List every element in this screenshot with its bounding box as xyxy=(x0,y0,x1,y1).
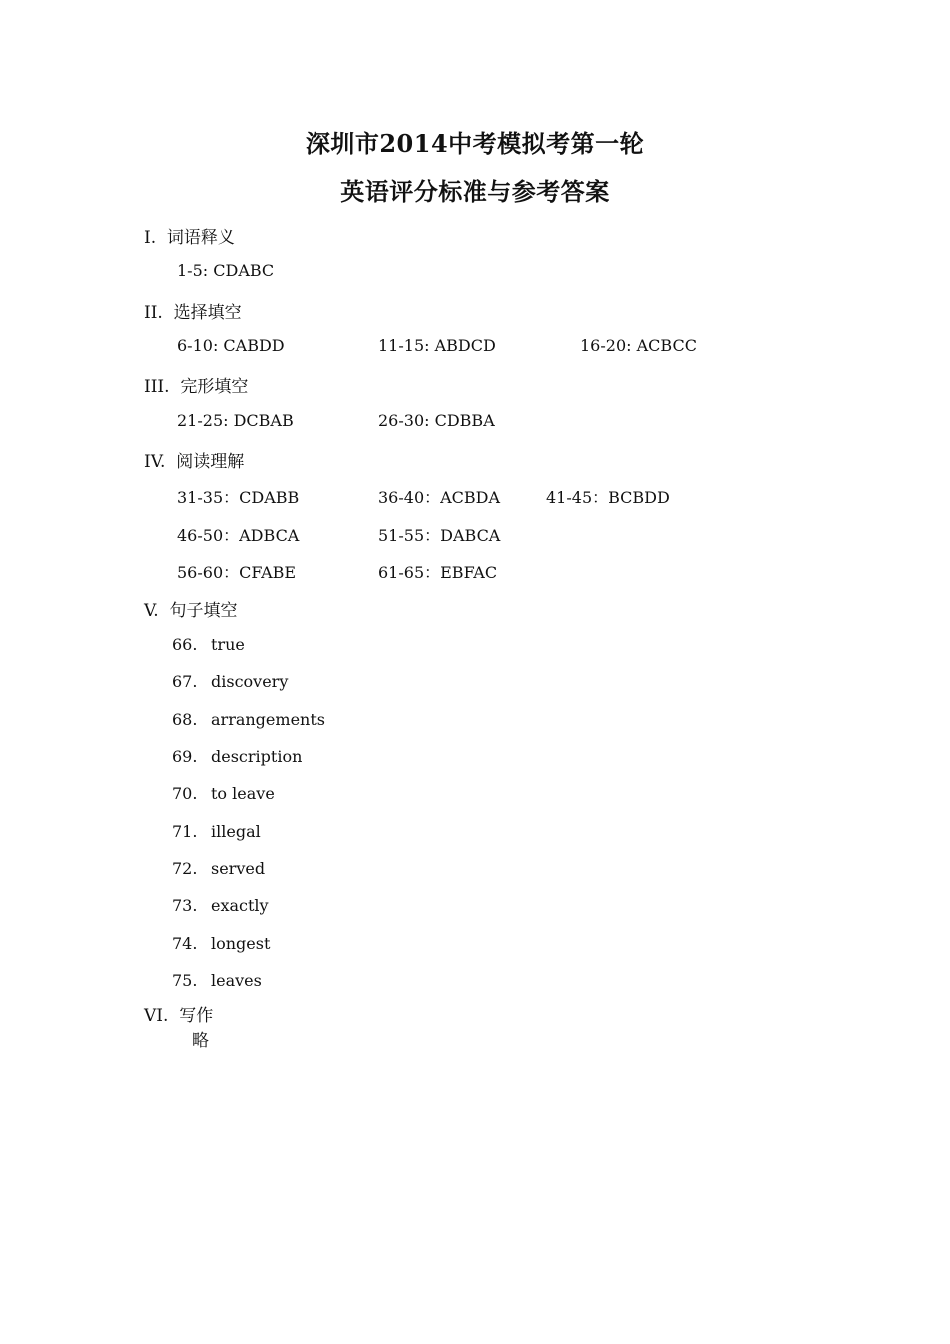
answer-group: 26-30: CDBBA xyxy=(378,411,495,430)
fill-answer: illegal xyxy=(211,822,261,841)
answer-group: 56-60：CFABE xyxy=(177,563,297,582)
fill-answer: to leave xyxy=(211,784,275,803)
fill-number: 69. xyxy=(172,747,198,766)
section-heading-sentence-fill: V. 句子填空 xyxy=(144,601,238,621)
section-heading-multiple-choice: II. 选择填空 xyxy=(144,303,242,323)
section-heading-writing: VI. 写作 xyxy=(144,1006,214,1026)
page-title: 深圳市2014中考模拟考第一轮 xyxy=(305,129,645,158)
answer-group: 41-45：BCBDD xyxy=(546,488,670,507)
answer-group: 61-65：EBFAC xyxy=(378,563,498,582)
answer-group: 6-10: CABDD xyxy=(177,336,285,355)
fill-number: 74. xyxy=(172,934,198,953)
fill-answer: arrangements xyxy=(211,710,325,729)
fill-answer: description xyxy=(211,747,303,766)
fill-answer: exactly xyxy=(211,896,269,915)
fill-number: 68. xyxy=(172,710,198,729)
fill-number: 70. xyxy=(172,784,198,803)
answer-group: 21-25: DCBAB xyxy=(177,411,294,430)
fill-answer: longest xyxy=(211,934,271,953)
section-heading-reading: IV. 阅读理解 xyxy=(144,452,245,472)
answer-group: 1-5: CDABC xyxy=(177,261,275,280)
answer-group: 51-55：DABCA xyxy=(378,526,501,545)
writing-omitted-note: 略 xyxy=(192,1031,209,1051)
answer-group: 46-50：ADBCA xyxy=(177,526,300,545)
page-subtitle: 英语评分标准与参考答案 xyxy=(340,177,610,206)
section-heading-vocabulary: I. 词语释义 xyxy=(144,228,235,248)
answer-group: 16-20: ACBCC xyxy=(580,336,697,355)
fill-number: 72. xyxy=(172,859,198,878)
fill-answer: served xyxy=(211,859,266,878)
fill-answer: leaves xyxy=(211,971,262,990)
answer-group: 31-35：CDABB xyxy=(177,488,300,507)
fill-answer: true xyxy=(211,635,245,654)
fill-number: 75. xyxy=(172,971,198,990)
fill-number: 73. xyxy=(172,896,198,915)
answer-group: 11-15: ABDCD xyxy=(378,336,496,355)
fill-number: 67. xyxy=(172,672,198,691)
section-heading-cloze: III. 完形填空 xyxy=(144,377,249,397)
fill-number: 71. xyxy=(172,822,198,841)
fill-answer: discovery xyxy=(211,672,289,691)
answer-group: 36-40：ACBDA xyxy=(378,488,501,507)
fill-number: 66. xyxy=(172,635,198,654)
